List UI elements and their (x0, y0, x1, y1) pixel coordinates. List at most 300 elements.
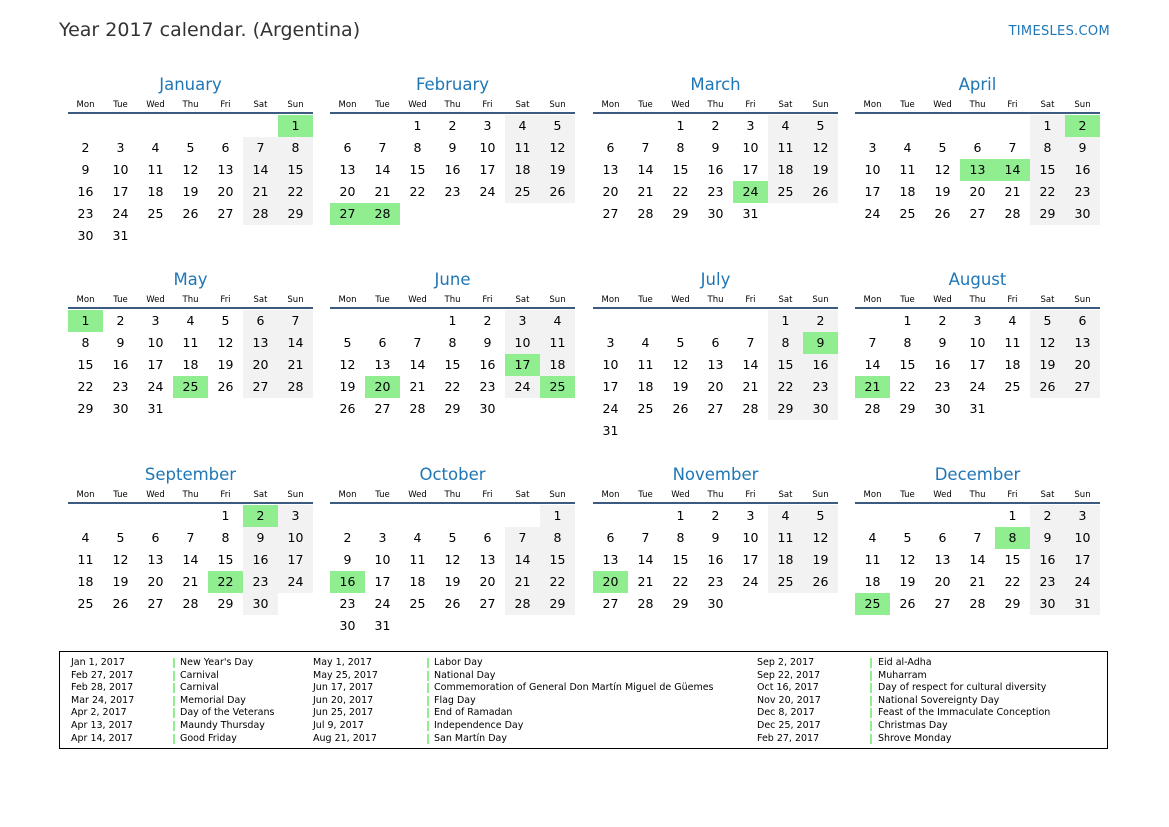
day-cell[interactable]: 9 (483, 335, 492, 350)
day-cell[interactable]: 30 (77, 228, 94, 243)
day-cell[interactable]: 17 (602, 379, 619, 394)
day-cell[interactable]: 17 (147, 357, 164, 372)
day-cell[interactable]: 31 (147, 401, 164, 416)
day-cell[interactable]: 10 (374, 552, 391, 567)
day-cell[interactable]: 12 (540, 137, 575, 159)
day-cell[interactable]: 27 (243, 376, 278, 398)
day-cell[interactable]: 2 (803, 310, 838, 332)
day-cell[interactable]: 17 (864, 184, 881, 199)
day-cell[interactable]: 5 (676, 335, 685, 350)
holiday-day-cell[interactable]: 14 (995, 159, 1030, 181)
day-cell[interactable]: 25 (899, 206, 916, 221)
holiday-day-cell[interactable]: 2 (1065, 115, 1100, 137)
day-cell[interactable]: 10 (278, 527, 313, 549)
day-cell[interactable]: 5 (903, 530, 912, 545)
day-cell[interactable]: 21 (243, 181, 278, 203)
day-cell[interactable]: 13 (217, 162, 234, 177)
day-cell[interactable]: 29 (77, 401, 94, 416)
holiday-day-cell[interactable]: 22 (208, 571, 243, 593)
day-cell[interactable]: 8 (1030, 137, 1065, 159)
day-cell[interactable]: 18 (768, 549, 803, 571)
day-cell[interactable]: 4 (540, 310, 575, 332)
day-cell[interactable]: 24 (742, 574, 759, 589)
day-cell[interactable]: 10 (742, 140, 759, 155)
day-cell[interactable]: 18 (540, 354, 575, 376)
day-cell[interactable]: 11 (77, 552, 94, 567)
holiday-day-cell[interactable]: 9 (803, 332, 838, 354)
day-cell[interactable]: 14 (182, 552, 199, 567)
day-cell[interactable]: 20 (217, 184, 234, 199)
day-cell[interactable]: 16 (934, 357, 951, 372)
day-cell[interactable]: 3 (483, 118, 492, 133)
holiday-day-cell[interactable]: 21 (855, 376, 890, 398)
day-cell[interactable]: 11 (540, 332, 575, 354)
day-cell[interactable]: 11 (1004, 335, 1021, 350)
day-cell[interactable]: 20 (243, 354, 278, 376)
day-cell[interactable]: 11 (147, 162, 164, 177)
day-cell[interactable]: 21 (742, 379, 759, 394)
day-cell[interactable]: 3 (378, 530, 387, 545)
day-cell[interactable]: 6 (151, 530, 160, 545)
day-cell[interactable]: 20 (147, 574, 164, 589)
day-cell[interactable]: 26 (540, 181, 575, 203)
day-cell[interactable]: 6 (343, 140, 352, 155)
day-cell[interactable]: 26 (217, 379, 234, 394)
day-cell[interactable]: 12 (182, 162, 199, 177)
day-cell[interactable]: 20 (479, 574, 496, 589)
day-cell[interactable]: 26 (934, 206, 951, 221)
day-cell[interactable]: 7 (378, 140, 387, 155)
day-cell[interactable]: 8 (448, 335, 457, 350)
day-cell[interactable]: 21 (278, 354, 313, 376)
day-cell[interactable]: 13 (602, 552, 619, 567)
day-cell[interactable]: 2 (81, 140, 90, 155)
day-cell[interactable]: 8 (540, 527, 575, 549)
day-cell[interactable]: 10 (505, 332, 540, 354)
day-cell[interactable]: 7 (243, 137, 278, 159)
day-cell[interactable]: 2 (711, 118, 720, 133)
day-cell[interactable]: 27 (479, 596, 496, 611)
day-cell[interactable]: 9 (116, 335, 125, 350)
day-cell[interactable]: 12 (803, 137, 838, 159)
day-cell[interactable]: 18 (864, 574, 881, 589)
holiday-day-cell[interactable]: 20 (365, 376, 400, 398)
day-cell[interactable]: 3 (151, 313, 160, 328)
day-cell[interactable]: 24 (278, 571, 313, 593)
day-cell[interactable]: 17 (742, 552, 759, 567)
day-cell[interactable]: 13 (374, 357, 391, 372)
day-cell[interactable]: 13 (707, 357, 724, 372)
day-cell[interactable]: 17 (969, 357, 986, 372)
day-cell[interactable]: 12 (672, 357, 689, 372)
day-cell[interactable]: 7 (1008, 140, 1017, 155)
holiday-day-cell[interactable]: 20 (593, 571, 628, 593)
day-cell[interactable]: 24 (864, 206, 881, 221)
day-cell[interactable]: 28 (969, 596, 986, 611)
day-cell[interactable]: 12 (339, 357, 356, 372)
day-cell[interactable]: 1 (676, 118, 685, 133)
day-cell[interactable]: 28 (864, 401, 881, 416)
day-cell[interactable]: 24 (147, 379, 164, 394)
day-cell[interactable]: 30 (934, 401, 951, 416)
day-cell[interactable]: 18 (147, 184, 164, 199)
day-cell[interactable]: 17 (278, 549, 313, 571)
day-cell[interactable]: 29 (444, 401, 461, 416)
day-cell[interactable]: 20 (934, 574, 951, 589)
day-cell[interactable]: 16 (479, 357, 496, 372)
day-cell[interactable]: 4 (413, 530, 422, 545)
day-cell[interactable]: 8 (676, 530, 685, 545)
holiday-day-cell[interactable]: 1 (278, 115, 313, 137)
day-cell[interactable]: 21 (637, 184, 654, 199)
day-cell[interactable]: 14 (637, 162, 654, 177)
day-cell[interactable]: 11 (899, 162, 916, 177)
day-cell[interactable]: 15 (1030, 159, 1065, 181)
day-cell[interactable]: 22 (768, 376, 803, 398)
day-cell[interactable]: 10 (969, 335, 986, 350)
day-cell[interactable]: 8 (676, 140, 685, 155)
day-cell[interactable]: 26 (803, 571, 838, 593)
day-cell[interactable]: 18 (899, 184, 916, 199)
day-cell[interactable]: 3 (278, 505, 313, 527)
day-cell[interactable]: 6 (606, 530, 615, 545)
day-cell[interactable]: 6 (243, 310, 278, 332)
holiday-day-cell[interactable]: 25 (173, 376, 208, 398)
day-cell[interactable]: 23 (444, 184, 461, 199)
day-cell[interactable]: 30 (243, 593, 278, 615)
day-cell[interactable]: 13 (147, 552, 164, 567)
day-cell[interactable]: 24 (505, 376, 540, 398)
day-cell[interactable]: 4 (1008, 313, 1017, 328)
holiday-day-cell[interactable]: 17 (505, 354, 540, 376)
holiday-day-cell[interactable]: 24 (733, 181, 768, 203)
day-cell[interactable]: 29 (217, 596, 234, 611)
day-cell[interactable]: 5 (1030, 310, 1065, 332)
day-cell[interactable]: 7 (186, 530, 195, 545)
day-cell[interactable]: 24 (602, 401, 619, 416)
day-cell[interactable]: 30 (479, 401, 496, 416)
day-cell[interactable]: 19 (444, 574, 461, 589)
day-cell[interactable]: 5 (186, 140, 195, 155)
day-cell[interactable]: 6 (606, 140, 615, 155)
day-cell[interactable]: 17 (479, 162, 496, 177)
day-cell[interactable]: 14 (505, 549, 540, 571)
day-cell[interactable]: 17 (374, 574, 391, 589)
day-cell[interactable]: 11 (409, 552, 426, 567)
day-cell[interactable]: 16 (707, 162, 724, 177)
day-cell[interactable]: 13 (934, 552, 951, 567)
day-cell[interactable]: 20 (1065, 354, 1100, 376)
day-cell[interactable]: 7 (973, 530, 982, 545)
day-cell[interactable]: 4 (186, 313, 195, 328)
day-cell[interactable]: 9 (81, 162, 90, 177)
day-cell[interactable]: 11 (864, 552, 881, 567)
day-cell[interactable]: 3 (606, 335, 615, 350)
day-cell[interactable]: 7 (746, 335, 755, 350)
day-cell[interactable]: 25 (147, 206, 164, 221)
day-cell[interactable]: 12 (1030, 332, 1065, 354)
day-cell[interactable]: 18 (182, 357, 199, 372)
day-cell[interactable]: 5 (343, 335, 352, 350)
day-cell[interactable]: 20 (707, 379, 724, 394)
day-cell[interactable]: 15 (444, 357, 461, 372)
day-cell[interactable]: 15 (409, 162, 426, 177)
day-cell[interactable]: 22 (672, 184, 689, 199)
day-cell[interactable]: 7 (868, 335, 877, 350)
day-cell[interactable]: 4 (868, 530, 877, 545)
day-cell[interactable]: 25 (77, 596, 94, 611)
day-cell[interactable]: 30 (803, 398, 838, 420)
day-cell[interactable]: 23 (707, 184, 724, 199)
day-cell[interactable]: 23 (112, 379, 129, 394)
day-cell[interactable]: 5 (938, 140, 947, 155)
day-cell[interactable]: 22 (1004, 574, 1021, 589)
day-cell[interactable]: 4 (81, 530, 90, 545)
day-cell[interactable]: 10 (742, 530, 759, 545)
day-cell[interactable]: 15 (278, 159, 313, 181)
day-cell[interactable]: 3 (1065, 505, 1100, 527)
day-cell[interactable]: 26 (112, 596, 129, 611)
day-cell[interactable]: 27 (374, 401, 391, 416)
day-cell[interactable]: 12 (112, 552, 129, 567)
day-cell[interactable]: 22 (672, 574, 689, 589)
day-cell[interactable]: 6 (378, 335, 387, 350)
day-cell[interactable]: 20 (969, 184, 986, 199)
day-cell[interactable]: 18 (637, 379, 654, 394)
day-cell[interactable]: 18 (77, 574, 94, 589)
day-cell[interactable]: 18 (505, 159, 540, 181)
day-cell[interactable]: 10 (602, 357, 619, 372)
day-cell[interactable]: 15 (1004, 552, 1021, 567)
day-cell[interactable]: 2 (448, 118, 457, 133)
day-cell[interactable]: 18 (768, 159, 803, 181)
day-cell[interactable]: 28 (637, 206, 654, 221)
day-cell[interactable]: 28 (278, 376, 313, 398)
day-cell[interactable]: 26 (444, 596, 461, 611)
day-cell[interactable]: 8 (278, 137, 313, 159)
day-cell[interactable]: 29 (672, 206, 689, 221)
day-cell[interactable]: 22 (444, 379, 461, 394)
day-cell[interactable]: 3 (505, 310, 540, 332)
day-cell[interactable]: 16 (112, 357, 129, 372)
day-cell[interactable]: 22 (1030, 181, 1065, 203)
day-cell[interactable]: 15 (672, 162, 689, 177)
day-cell[interactable]: 29 (278, 203, 313, 225)
day-cell[interactable]: 10 (112, 162, 129, 177)
day-cell[interactable]: 9 (711, 530, 720, 545)
day-cell[interactable]: 19 (803, 549, 838, 571)
day-cell[interactable]: 16 (803, 354, 838, 376)
day-cell[interactable]: 9 (1065, 137, 1100, 159)
holiday-day-cell[interactable]: 1 (68, 310, 103, 332)
holiday-day-cell[interactable]: 2 (243, 505, 278, 527)
day-cell[interactable]: 6 (938, 530, 947, 545)
day-cell[interactable]: 11 (637, 357, 654, 372)
day-cell[interactable]: 10 (479, 140, 496, 155)
day-cell[interactable]: 27 (969, 206, 986, 221)
day-cell[interactable]: 16 (707, 552, 724, 567)
day-cell[interactable]: 28 (1004, 206, 1021, 221)
day-cell[interactable]: 29 (540, 593, 575, 615)
day-cell[interactable]: 1 (413, 118, 422, 133)
day-cell[interactable]: 25 (1004, 379, 1021, 394)
day-cell[interactable]: 2 (711, 508, 720, 523)
day-cell[interactable]: 24 (479, 184, 496, 199)
day-cell[interactable]: 15 (672, 552, 689, 567)
day-cell[interactable]: 9 (1030, 527, 1065, 549)
day-cell[interactable]: 19 (1030, 354, 1065, 376)
day-cell[interactable]: 3 (746, 508, 755, 523)
day-cell[interactable]: 28 (742, 401, 759, 416)
day-cell[interactable]: 7 (641, 530, 650, 545)
day-cell[interactable]: 23 (479, 379, 496, 394)
day-cell[interactable]: 7 (278, 310, 313, 332)
day-cell[interactable]: 29 (768, 398, 803, 420)
day-cell[interactable]: 15 (540, 549, 575, 571)
day-cell[interactable]: 13 (339, 162, 356, 177)
day-cell[interactable]: 24 (112, 206, 129, 221)
day-cell[interactable]: 6 (221, 140, 230, 155)
day-cell[interactable]: 24 (374, 596, 391, 611)
day-cell[interactable]: 14 (374, 162, 391, 177)
day-cell[interactable]: 29 (1004, 596, 1021, 611)
day-cell[interactable]: 27 (147, 596, 164, 611)
day-cell[interactable]: 13 (602, 162, 619, 177)
day-cell[interactable]: 27 (1065, 376, 1100, 398)
day-cell[interactable]: 17 (742, 162, 759, 177)
holiday-day-cell[interactable]: 25 (855, 593, 890, 615)
day-cell[interactable]: 22 (278, 181, 313, 203)
day-cell[interactable]: 30 (707, 206, 724, 221)
day-cell[interactable]: 30 (1065, 203, 1100, 225)
day-cell[interactable]: 22 (540, 571, 575, 593)
day-cell[interactable]: 1 (1008, 508, 1017, 523)
day-cell[interactable]: 18 (1004, 357, 1021, 372)
day-cell[interactable]: 19 (803, 159, 838, 181)
day-cell[interactable]: 30 (339, 618, 356, 633)
day-cell[interactable]: 9 (711, 140, 720, 155)
day-cell[interactable]: 2 (938, 313, 947, 328)
day-cell[interactable]: 14 (742, 357, 759, 372)
day-cell[interactable]: 27 (934, 596, 951, 611)
day-cell[interactable]: 29 (899, 401, 916, 416)
day-cell[interactable]: 19 (899, 574, 916, 589)
day-cell[interactable]: 16 (243, 549, 278, 571)
day-cell[interactable]: 1 (221, 508, 230, 523)
day-cell[interactable]: 28 (409, 401, 426, 416)
day-cell[interactable]: 1 (768, 310, 803, 332)
day-cell[interactable]: 3 (973, 313, 982, 328)
holiday-day-cell[interactable]: 16 (330, 571, 365, 593)
day-cell[interactable]: 11 (768, 527, 803, 549)
day-cell[interactable]: 22 (77, 379, 94, 394)
day-cell[interactable]: 30 (112, 401, 129, 416)
day-cell[interactable]: 4 (903, 140, 912, 155)
day-cell[interactable]: 19 (672, 379, 689, 394)
day-cell[interactable]: 12 (934, 162, 951, 177)
day-cell[interactable]: 2 (343, 530, 352, 545)
day-cell[interactable]: 12 (803, 527, 838, 549)
day-cell[interactable]: 21 (374, 184, 391, 199)
day-cell[interactable]: 1 (676, 508, 685, 523)
day-cell[interactable]: 23 (77, 206, 94, 221)
day-cell[interactable]: 20 (602, 184, 619, 199)
day-cell[interactable]: 7 (505, 527, 540, 549)
day-cell[interactable]: 31 (969, 401, 986, 416)
day-cell[interactable]: 10 (147, 335, 164, 350)
day-cell[interactable]: 14 (969, 552, 986, 567)
day-cell[interactable]: 7 (641, 140, 650, 155)
day-cell[interactable]: 31 (742, 206, 759, 221)
day-cell[interactable]: 16 (444, 162, 461, 177)
day-cell[interactable]: 26 (672, 401, 689, 416)
day-cell[interactable]: 23 (1030, 571, 1065, 593)
day-cell[interactable]: 13 (479, 552, 496, 567)
day-cell[interactable]: 21 (1004, 184, 1021, 199)
day-cell[interactable]: 1 (903, 313, 912, 328)
day-cell[interactable]: 19 (112, 574, 129, 589)
day-cell[interactable]: 8 (903, 335, 912, 350)
day-cell[interactable]: 6 (711, 335, 720, 350)
day-cell[interactable]: 19 (182, 184, 199, 199)
day-cell[interactable]: 22 (899, 379, 916, 394)
holiday-day-cell[interactable]: 13 (960, 159, 995, 181)
day-cell[interactable]: 9 (448, 140, 457, 155)
day-cell[interactable]: 8 (413, 140, 422, 155)
day-cell[interactable]: 25 (768, 181, 803, 203)
day-cell[interactable]: 31 (112, 228, 129, 243)
day-cell[interactable]: 5 (448, 530, 457, 545)
day-cell[interactable]: 16 (1065, 159, 1100, 181)
day-cell[interactable]: 19 (339, 379, 356, 394)
day-cell[interactable]: 10 (864, 162, 881, 177)
day-cell[interactable]: 26 (339, 401, 356, 416)
day-cell[interactable]: 26 (803, 181, 838, 203)
day-cell[interactable]: 26 (182, 206, 199, 221)
day-cell[interactable]: 9 (343, 552, 352, 567)
day-cell[interactable]: 3 (868, 140, 877, 155)
day-cell[interactable]: 21 (409, 379, 426, 394)
day-cell[interactable]: 30 (707, 596, 724, 611)
day-cell[interactable]: 17 (1065, 549, 1100, 571)
day-cell[interactable]: 27 (602, 206, 619, 221)
day-cell[interactable]: 5 (540, 115, 575, 137)
day-cell[interactable]: 9 (938, 335, 947, 350)
day-cell[interactable]: 23 (803, 376, 838, 398)
day-cell[interactable]: 14 (243, 159, 278, 181)
day-cell[interactable]: 7 (413, 335, 422, 350)
day-cell[interactable]: 4 (505, 115, 540, 137)
day-cell[interactable]: 15 (77, 357, 94, 372)
day-cell[interactable]: 11 (182, 335, 199, 350)
day-cell[interactable]: 29 (1030, 203, 1065, 225)
day-cell[interactable]: 13 (1065, 332, 1100, 354)
day-cell[interactable]: 4 (641, 335, 650, 350)
day-cell[interactable]: 14 (278, 332, 313, 354)
day-cell[interactable]: 20 (339, 184, 356, 199)
day-cell[interactable]: 25 (768, 571, 803, 593)
day-cell[interactable]: 24 (969, 379, 986, 394)
day-cell[interactable]: 31 (374, 618, 391, 633)
day-cell[interactable]: 10 (1065, 527, 1100, 549)
day-cell[interactable]: 24 (1065, 571, 1100, 593)
day-cell[interactable]: 5 (803, 505, 838, 527)
day-cell[interactable]: 12 (217, 335, 234, 350)
day-cell[interactable]: 16 (77, 184, 94, 199)
day-cell[interactable]: 5 (221, 313, 230, 328)
day-cell[interactable]: 8 (221, 530, 230, 545)
day-cell[interactable]: 14 (409, 357, 426, 372)
